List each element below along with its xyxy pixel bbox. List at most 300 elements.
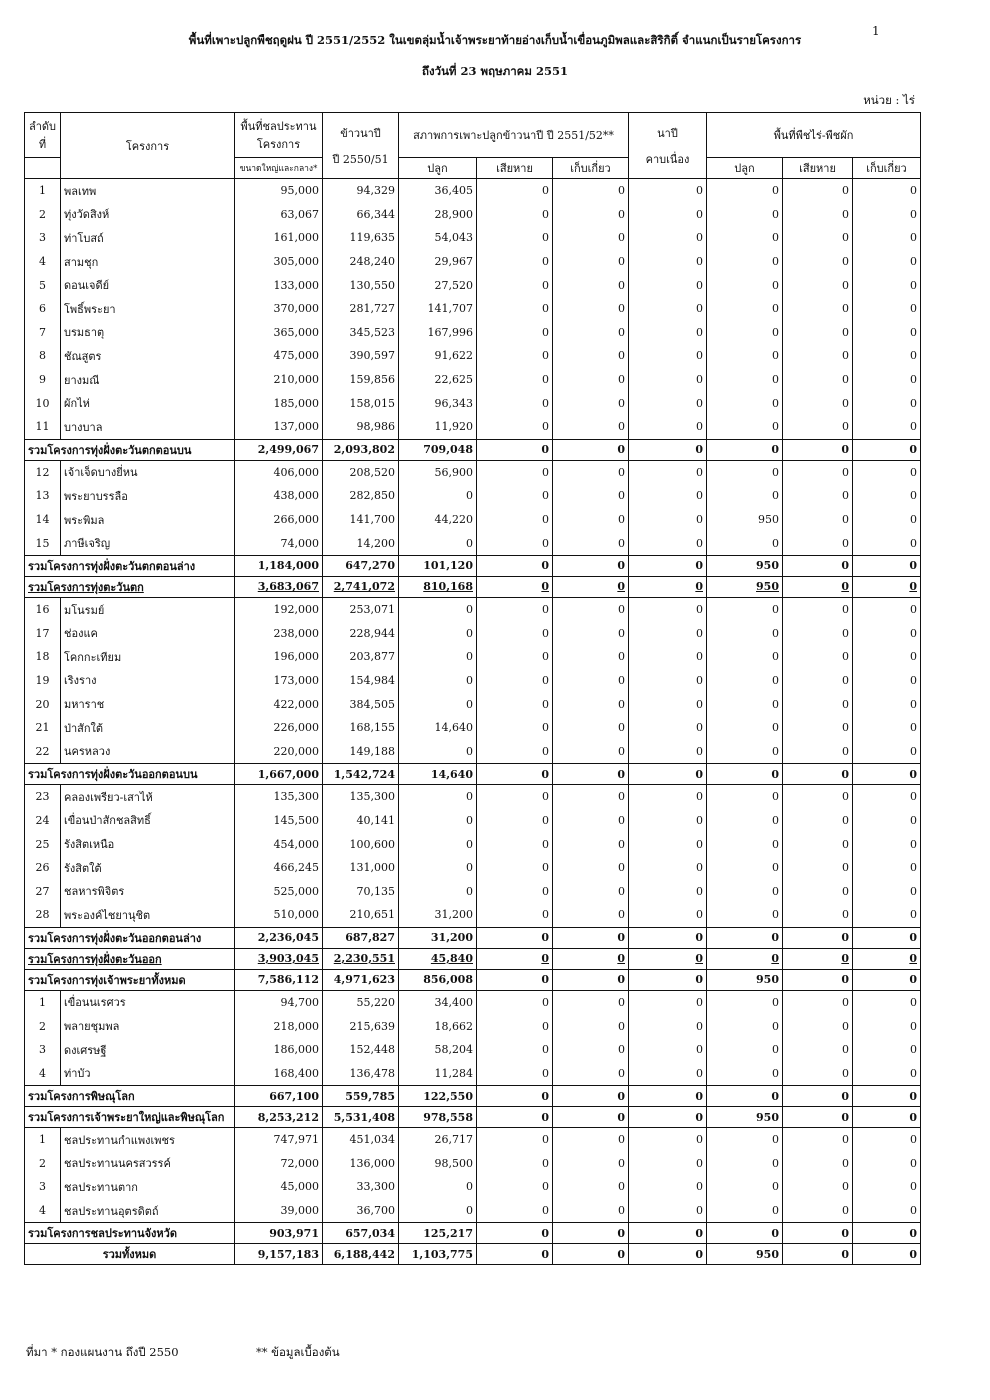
cell-f-damaged bbox=[783, 597, 853, 621]
cell-napi bbox=[629, 1199, 707, 1223]
cell-prev bbox=[323, 297, 399, 321]
cell-value: 0 bbox=[696, 255, 703, 269]
cell-value: 0 bbox=[542, 255, 549, 269]
cell-plant bbox=[399, 622, 477, 646]
cell-harvest bbox=[553, 460, 629, 484]
cell-value: 0 bbox=[466, 650, 473, 664]
cell-value: 0 bbox=[696, 1156, 703, 1170]
cell-value: 0 bbox=[842, 908, 849, 922]
subtotal-label-text: รวมโครงการทุ่งเจ้าพระยาทั้งหมด bbox=[28, 973, 186, 987]
cell-value: 0 bbox=[772, 744, 779, 758]
cell-value: 0 bbox=[771, 443, 779, 457]
cell-value: 0 bbox=[910, 207, 917, 221]
cell-damaged bbox=[477, 508, 553, 532]
cell-value: 0 bbox=[542, 650, 549, 664]
cell-value: 0 bbox=[772, 396, 779, 410]
cell-value: 0 bbox=[696, 1066, 703, 1080]
cell-harvest bbox=[553, 969, 629, 990]
cell-plant bbox=[399, 903, 477, 927]
cell-value: 451,034 bbox=[349, 1133, 395, 1147]
cell-value: 58,204 bbox=[434, 1043, 473, 1057]
table-row bbox=[25, 484, 921, 508]
cell-value: 0 bbox=[618, 207, 625, 221]
cell-f-plant bbox=[707, 1244, 783, 1265]
cell-prev bbox=[323, 508, 399, 532]
cell-f-damaged bbox=[783, 990, 853, 1014]
cell-plant bbox=[399, 879, 477, 903]
cell-damaged bbox=[477, 809, 553, 833]
subtotal-label bbox=[25, 555, 235, 576]
cell-napi bbox=[629, 1107, 707, 1128]
row-project-name: คลองเพรียว-เสาไห้ bbox=[61, 785, 235, 809]
cell-value: 0 bbox=[466, 697, 473, 711]
cell-f-damaged bbox=[783, 692, 853, 716]
cell-f-plant bbox=[707, 692, 783, 716]
cell-plant bbox=[399, 927, 477, 948]
cell-value: 94,700 bbox=[280, 995, 319, 1009]
cell-value: 0 bbox=[772, 536, 779, 550]
table-row bbox=[25, 1199, 921, 1223]
cell-value: 0 bbox=[541, 1110, 549, 1124]
cell-damaged bbox=[477, 764, 553, 785]
row-order: 21 bbox=[25, 716, 61, 740]
cell-value: 0 bbox=[772, 278, 779, 292]
cell-f-damaged bbox=[783, 669, 853, 693]
cell-harvest bbox=[553, 555, 629, 576]
cell-value: 0 bbox=[910, 278, 917, 292]
cell-value: 0 bbox=[696, 536, 703, 550]
cell-value: 208,520 bbox=[349, 465, 395, 479]
row-project-name: รังสิตเหนือ bbox=[61, 832, 235, 856]
cell-value: 0 bbox=[542, 1043, 549, 1057]
cell-f-plant bbox=[707, 1175, 783, 1199]
cell-f-damaged bbox=[783, 321, 853, 345]
cell-damaged bbox=[477, 969, 553, 990]
document-date: ถึงวันที่ 23 พฤษภาคม 2551 bbox=[422, 64, 568, 78]
row-project-name: เขื่อนป่าสักชลสิทธิ์ bbox=[61, 809, 235, 833]
unit-label: หน่วย : ไร่ bbox=[863, 93, 915, 107]
cell-value: 0 bbox=[617, 767, 625, 781]
cell-value: 2,499,067 bbox=[257, 443, 319, 457]
cell-damaged bbox=[477, 1061, 553, 1085]
cell-f-harvest bbox=[853, 1107, 921, 1128]
header-rice-harvested: เก็บเกี่ยว bbox=[553, 158, 629, 179]
cell-value: 203,877 bbox=[349, 650, 395, 664]
cell-value: 0 bbox=[542, 697, 549, 711]
cell-prev bbox=[323, 832, 399, 856]
cell-value: 0 bbox=[842, 207, 849, 221]
cell-value: 0 bbox=[842, 302, 849, 316]
header-rice-damaged: เสียหาย bbox=[477, 158, 553, 179]
cell-plant bbox=[399, 969, 477, 990]
cell-value: 0 bbox=[541, 973, 549, 987]
cell-value: 0 bbox=[842, 995, 849, 1009]
cell-value: 422,000 bbox=[273, 697, 319, 711]
cell-damaged bbox=[477, 531, 553, 555]
cell-f-damaged bbox=[783, 1199, 853, 1223]
cell-f-plant bbox=[707, 1014, 783, 1038]
cell-harvest bbox=[553, 321, 629, 345]
cell-value: 0 bbox=[542, 673, 549, 687]
cell-value: 0 bbox=[695, 443, 703, 457]
cell-value: 0 bbox=[841, 952, 849, 966]
cell-value: 475,000 bbox=[273, 349, 319, 363]
cell-f-damaged bbox=[783, 622, 853, 646]
cell-prev bbox=[323, 669, 399, 693]
cell-value: 0 bbox=[696, 184, 703, 198]
row-order: 2 bbox=[25, 203, 61, 227]
cell-value: 0 bbox=[466, 603, 473, 617]
row-project-name: ยางมณี bbox=[61, 368, 235, 392]
cell-f-plant bbox=[707, 484, 783, 508]
cell-value: 0 bbox=[772, 1204, 779, 1218]
cell-napi bbox=[629, 669, 707, 693]
cell-harvest bbox=[553, 927, 629, 948]
cell-value: 133,000 bbox=[273, 278, 319, 292]
cell-value: 210,000 bbox=[273, 373, 319, 387]
cell-value: 0 bbox=[909, 443, 917, 457]
cell-prev bbox=[323, 948, 399, 969]
cell-plant bbox=[399, 1152, 477, 1176]
cell-value: 0 bbox=[841, 1226, 849, 1240]
cell-prev bbox=[323, 555, 399, 576]
cell-harvest bbox=[553, 716, 629, 740]
cell-napi bbox=[629, 439, 707, 460]
cell-f-harvest bbox=[853, 716, 921, 740]
cell-value: 1,103,775 bbox=[411, 1247, 473, 1261]
cell-damaged bbox=[477, 297, 553, 321]
cell-value: 0 bbox=[772, 465, 779, 479]
cell-value: 0 bbox=[772, 349, 779, 363]
cell-harvest bbox=[553, 1223, 629, 1244]
cell-f-plant bbox=[707, 576, 783, 597]
cell-value: 137,000 bbox=[273, 420, 319, 434]
cell-value: 0 bbox=[696, 420, 703, 434]
cell-value: 0 bbox=[542, 790, 549, 804]
cell-area bbox=[235, 645, 323, 669]
cell-f-damaged bbox=[783, 1014, 853, 1038]
table-row bbox=[25, 344, 921, 368]
cell-area bbox=[235, 460, 323, 484]
cell-value: 0 bbox=[542, 207, 549, 221]
cell-value: 0 bbox=[618, 837, 625, 851]
cell-damaged bbox=[477, 692, 553, 716]
table-row bbox=[25, 785, 921, 809]
cell-f-damaged bbox=[783, 226, 853, 250]
cell-f-plant bbox=[707, 856, 783, 880]
cell-prev bbox=[323, 1061, 399, 1085]
cell-area bbox=[235, 439, 323, 460]
cell-value: 0 bbox=[910, 1043, 917, 1057]
cell-value: 0 bbox=[696, 302, 703, 316]
cell-value: 96,343 bbox=[434, 396, 473, 410]
cell-area bbox=[235, 344, 323, 368]
cell-value: 1,667,000 bbox=[257, 767, 319, 781]
cell-f-damaged bbox=[783, 948, 853, 969]
cell-value: 0 bbox=[842, 673, 849, 687]
cell-value: 390,597 bbox=[349, 349, 395, 363]
cell-value: 0 bbox=[772, 1180, 779, 1194]
cell-prev bbox=[323, 321, 399, 345]
row-project-name: มหาราช bbox=[61, 692, 235, 716]
row-order: 14 bbox=[25, 508, 61, 532]
cell-f-damaged bbox=[783, 439, 853, 460]
cell-value: 122,550 bbox=[423, 1089, 473, 1103]
cell-f-plant bbox=[707, 344, 783, 368]
cell-value: 0 bbox=[842, 513, 849, 527]
header-project: โครงการ bbox=[61, 113, 235, 179]
header-rice-prev bbox=[323, 113, 399, 179]
subtotal-label-text: รวมโครงการทุ่งตะวันตก bbox=[28, 580, 144, 594]
cell-value: 0 bbox=[542, 1180, 549, 1194]
cell-value: 0 bbox=[910, 837, 917, 851]
cell-value: 101,120 bbox=[423, 559, 473, 573]
table-row bbox=[25, 832, 921, 856]
cell-plant bbox=[399, 1038, 477, 1062]
subtotal-row bbox=[25, 439, 921, 460]
cell-value: 0 bbox=[466, 861, 473, 875]
subtotal-label-text: รวมทั้งหมด bbox=[102, 1248, 157, 1262]
header-irrigated-note: ขนาดใหญ่และกลาง* bbox=[235, 158, 323, 179]
cell-value: 978,558 bbox=[423, 1110, 473, 1124]
cell-value: 0 bbox=[542, 536, 549, 550]
cell-area bbox=[235, 250, 323, 274]
cell-f-harvest bbox=[853, 226, 921, 250]
cell-f-harvest bbox=[853, 368, 921, 392]
cell-value: 0 bbox=[618, 1133, 625, 1147]
cell-plant bbox=[399, 1107, 477, 1128]
cell-value: 0 bbox=[617, 1089, 625, 1103]
cell-prev bbox=[323, 203, 399, 227]
table-row bbox=[25, 321, 921, 345]
cell-f-plant bbox=[707, 1128, 783, 1152]
cell-value: 0 bbox=[542, 231, 549, 245]
table-row bbox=[25, 391, 921, 415]
cell-f-harvest bbox=[853, 1175, 921, 1199]
cell-napi bbox=[629, 1244, 707, 1265]
cell-damaged bbox=[477, 344, 553, 368]
cell-value: 253,071 bbox=[349, 603, 395, 617]
cell-harvest bbox=[553, 273, 629, 297]
cell-value: 66,344 bbox=[356, 207, 395, 221]
cell-value: 0 bbox=[841, 1110, 849, 1124]
cell-f-harvest bbox=[853, 321, 921, 345]
cell-value: 0 bbox=[772, 837, 779, 851]
cell-value: 0 bbox=[618, 1156, 625, 1170]
cell-f-harvest bbox=[853, 622, 921, 646]
cell-value: 0 bbox=[542, 721, 549, 735]
cell-value: 0 bbox=[909, 1247, 917, 1261]
subtotal-row bbox=[25, 948, 921, 969]
cell-area bbox=[235, 879, 323, 903]
cell-harvest bbox=[553, 226, 629, 250]
subtotal-row bbox=[25, 1086, 921, 1107]
row-project-name: ทุ่งวัดสิงห์ bbox=[61, 203, 235, 227]
cell-harvest bbox=[553, 1014, 629, 1038]
cell-napi bbox=[629, 764, 707, 785]
cell-value: 0 bbox=[618, 673, 625, 687]
cell-area bbox=[235, 179, 323, 203]
cell-damaged bbox=[477, 415, 553, 439]
cell-f-harvest bbox=[853, 1223, 921, 1244]
cell-value: 0 bbox=[842, 1156, 849, 1170]
cell-plant bbox=[399, 576, 477, 597]
cell-value: 709,048 bbox=[423, 443, 473, 457]
cell-damaged bbox=[477, 622, 553, 646]
cell-value: 0 bbox=[772, 626, 779, 640]
cell-value: 0 bbox=[910, 673, 917, 687]
cell-value: 0 bbox=[772, 255, 779, 269]
cell-area bbox=[235, 692, 323, 716]
row-project-name: ป่าสักใต้ bbox=[61, 716, 235, 740]
cell-value: 0 bbox=[542, 995, 549, 1009]
cell-damaged bbox=[477, 948, 553, 969]
row-project-name: บางบาล bbox=[61, 415, 235, 439]
cell-harvest bbox=[553, 669, 629, 693]
cell-value: 0 bbox=[617, 931, 625, 945]
cell-value: 0 bbox=[909, 767, 917, 781]
row-project-name: ช่องแค bbox=[61, 622, 235, 646]
cell-napi bbox=[629, 297, 707, 321]
cell-value: 0 bbox=[841, 443, 849, 457]
cell-value: 0 bbox=[772, 373, 779, 387]
cell-f-damaged bbox=[783, 391, 853, 415]
cell-value: 0 bbox=[696, 813, 703, 827]
header-field-plant: ปลูก bbox=[707, 158, 783, 179]
cell-value: 0 bbox=[618, 489, 625, 503]
cell-value: 0 bbox=[696, 697, 703, 711]
cell-f-harvest bbox=[853, 669, 921, 693]
cell-harvest bbox=[553, 531, 629, 555]
cell-harvest bbox=[553, 1175, 629, 1199]
cell-area bbox=[235, 203, 323, 227]
cell-prev bbox=[323, 645, 399, 669]
row-project-name: โคกกะเทียม bbox=[61, 645, 235, 669]
cell-napi bbox=[629, 531, 707, 555]
cell-value: 3,903,045 bbox=[257, 952, 319, 966]
cell-value: 0 bbox=[617, 1247, 625, 1261]
cell-value: 0 bbox=[772, 489, 779, 503]
cell-damaged bbox=[477, 1038, 553, 1062]
cell-value: 0 bbox=[542, 626, 549, 640]
cell-f-damaged bbox=[783, 927, 853, 948]
cell-value: 0 bbox=[696, 995, 703, 1009]
cell-value: 0 bbox=[910, 790, 917, 804]
cell-prev bbox=[323, 439, 399, 460]
cell-value: 0 bbox=[695, 1247, 703, 1261]
cell-value: 0 bbox=[466, 673, 473, 687]
cell-f-damaged bbox=[783, 1175, 853, 1199]
table-row bbox=[25, 1128, 921, 1152]
cell-f-damaged bbox=[783, 739, 853, 763]
grand-total-row bbox=[25, 1244, 921, 1265]
cell-f-damaged bbox=[783, 368, 853, 392]
cell-f-harvest bbox=[853, 645, 921, 669]
cell-value: 950 bbox=[756, 973, 779, 987]
row-project-name: มโนรมย์ bbox=[61, 597, 235, 621]
cell-f-damaged bbox=[783, 179, 853, 203]
cell-value: 0 bbox=[910, 995, 917, 1009]
cell-napi bbox=[629, 344, 707, 368]
cell-value: 26,717 bbox=[434, 1133, 473, 1147]
cell-harvest bbox=[553, 415, 629, 439]
subtotal-label bbox=[25, 1223, 235, 1244]
cell-value: 63,067 bbox=[280, 207, 319, 221]
subtotal-label bbox=[25, 439, 235, 460]
cell-area bbox=[235, 1244, 323, 1265]
cell-value: 0 bbox=[772, 884, 779, 898]
cell-f-plant bbox=[707, 948, 783, 969]
cell-value: 0 bbox=[842, 255, 849, 269]
cell-value: 14,200 bbox=[356, 536, 395, 550]
row-project-name: เริงราง bbox=[61, 669, 235, 693]
row-order: 2 bbox=[25, 1152, 61, 1176]
cell-plant bbox=[399, 716, 477, 740]
table-row bbox=[25, 297, 921, 321]
cell-value: 0 bbox=[910, 697, 917, 711]
cell-value: 0 bbox=[772, 995, 779, 1009]
cell-napi bbox=[629, 809, 707, 833]
cell-value: 0 bbox=[771, 1089, 779, 1103]
cell-harvest bbox=[553, 692, 629, 716]
cell-f-harvest bbox=[853, 1014, 921, 1038]
cell-f-damaged bbox=[783, 460, 853, 484]
cell-value: 136,478 bbox=[349, 1066, 395, 1080]
cell-plant bbox=[399, 508, 477, 532]
cell-value: 0 bbox=[696, 489, 703, 503]
cell-value: 72,000 bbox=[280, 1156, 319, 1170]
cell-value: 0 bbox=[541, 1226, 549, 1240]
cell-prev bbox=[323, 716, 399, 740]
cell-value: 0 bbox=[466, 790, 473, 804]
table-row bbox=[25, 508, 921, 532]
cell-value: 0 bbox=[466, 489, 473, 503]
cell-napi bbox=[629, 508, 707, 532]
table-row bbox=[25, 990, 921, 1014]
cell-f-harvest bbox=[853, 344, 921, 368]
cell-harvest bbox=[553, 508, 629, 532]
cell-value: 2,236,045 bbox=[257, 931, 319, 945]
cell-value: 6,188,442 bbox=[333, 1247, 395, 1261]
cell-value: 0 bbox=[618, 420, 625, 434]
cell-area bbox=[235, 856, 323, 880]
cell-value: 0 bbox=[841, 767, 849, 781]
cell-prev bbox=[323, 344, 399, 368]
cell-area bbox=[235, 391, 323, 415]
cell-value: 0 bbox=[771, 1226, 779, 1240]
cell-area bbox=[235, 1199, 323, 1223]
cell-value: 0 bbox=[909, 1226, 917, 1240]
cell-f-damaged bbox=[783, 764, 853, 785]
cell-plant bbox=[399, 391, 477, 415]
cell-value: 0 bbox=[618, 721, 625, 735]
cell-f-harvest bbox=[853, 927, 921, 948]
cell-value: 950 bbox=[756, 580, 779, 594]
row-project-name: พระยาบรรลือ bbox=[61, 484, 235, 508]
subtotal-label bbox=[25, 764, 235, 785]
row-order: 11 bbox=[25, 415, 61, 439]
cell-damaged bbox=[477, 1199, 553, 1223]
table-row bbox=[25, 531, 921, 555]
header-order-blank bbox=[25, 158, 61, 179]
cell-value: 0 bbox=[842, 697, 849, 711]
cell-value: 0 bbox=[466, 884, 473, 898]
cell-f-harvest bbox=[853, 250, 921, 274]
cell-f-damaged bbox=[783, 415, 853, 439]
cell-value: 0 bbox=[695, 580, 703, 594]
cell-value: 0 bbox=[910, 231, 917, 245]
cell-f-plant bbox=[707, 1199, 783, 1223]
